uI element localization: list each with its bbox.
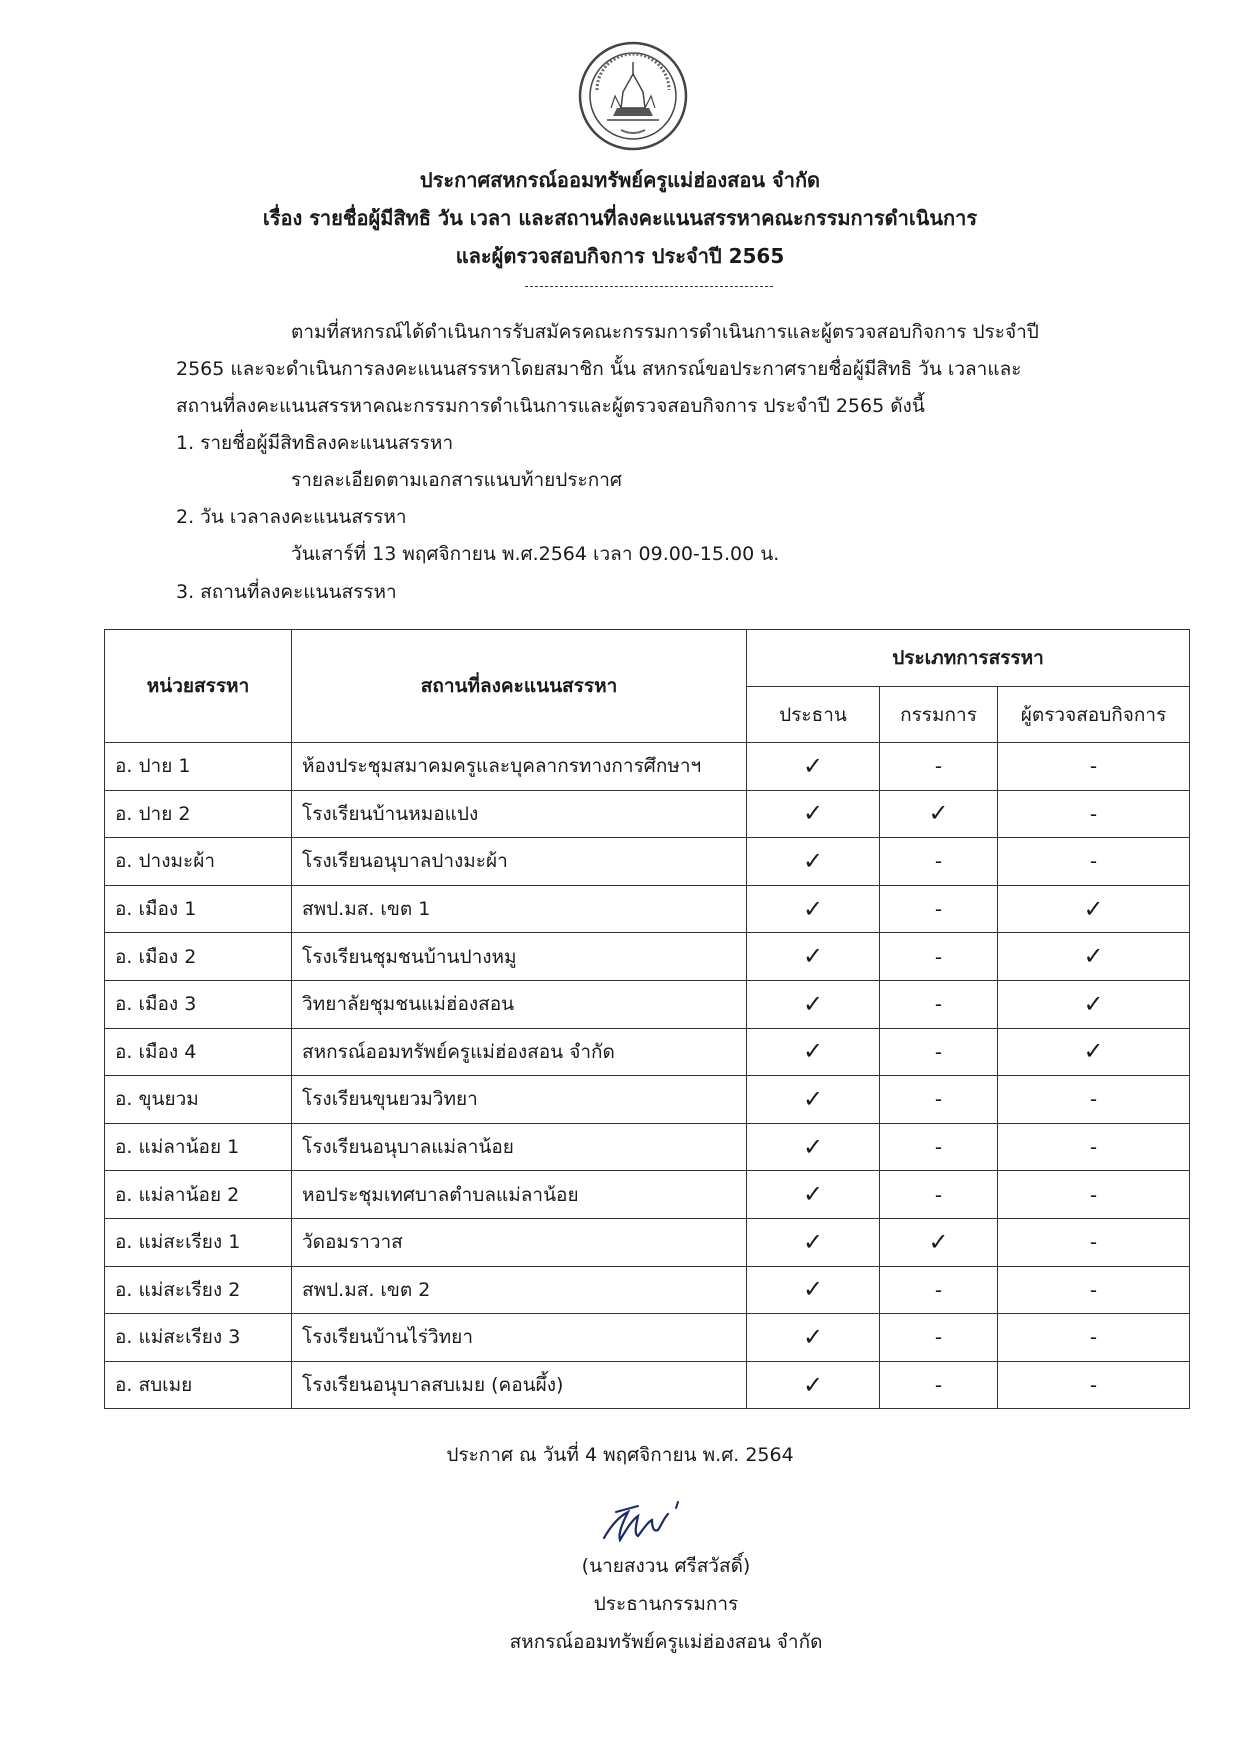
cell-place: โรงเรียนอนุบาลสบเมย (คอนผึ้ง) bbox=[292, 1361, 747, 1409]
cell-auditor bbox=[998, 1266, 1190, 1314]
cell-chair bbox=[747, 1123, 880, 1171]
dash-mark: - bbox=[934, 849, 943, 874]
check-mark-icon: ✓ bbox=[928, 1227, 949, 1256]
cell-place: วิทยาลัยชุมชนแม่ฮ่องสอน bbox=[292, 980, 747, 1028]
cell-unit: อ. แม่ลาน้อย 2 bbox=[105, 1171, 292, 1219]
dash-mark: - bbox=[1089, 1373, 1098, 1398]
header-auditor: ผู้ตรวจสอบกิจการ bbox=[998, 687, 1190, 743]
header-committee: กรรมการ bbox=[880, 687, 998, 743]
cell-place: สพป.มส. เขต 1 bbox=[292, 885, 747, 933]
cell-place: สพป.มส. เขต 2 bbox=[292, 1266, 747, 1314]
cell-chair bbox=[747, 1266, 880, 1314]
table-row bbox=[105, 933, 1190, 981]
check-mark-icon: ✓ bbox=[802, 894, 824, 923]
dash-mark: - bbox=[1089, 1182, 1098, 1207]
dash-mark: - bbox=[1089, 1087, 1098, 1112]
cell-chair bbox=[747, 933, 880, 981]
cell-committee bbox=[880, 838, 998, 886]
table-row bbox=[105, 1028, 1190, 1076]
cell-chair bbox=[747, 1218, 880, 1266]
table-body bbox=[105, 743, 1190, 1409]
cell-unit: อ. สบเมย bbox=[105, 1361, 292, 1409]
table-row bbox=[105, 885, 1190, 933]
cell-place: โรงเรียนชุมชนบ้านปางหมู bbox=[292, 933, 747, 981]
cell-auditor bbox=[998, 1314, 1190, 1362]
cell-unit: อ. เมือง 1 bbox=[105, 885, 292, 933]
cell-chair bbox=[747, 1028, 880, 1076]
cell-chair bbox=[747, 1171, 880, 1219]
cell-auditor bbox=[998, 1076, 1190, 1124]
cell-unit: อ. เมือง 3 bbox=[105, 980, 292, 1028]
cell-committee bbox=[880, 1171, 998, 1219]
intro-paragraph-line-3: สถานที่ลงคะแนนสรรหาคณะกรรมการดำเนินการและผู้ตรวจสอบกิจการ ประจำปี 2565 ดังนี้ bbox=[176, 395, 925, 417]
cell-unit: อ. แม่สะเรียง 2 bbox=[105, 1266, 292, 1314]
cell-auditor bbox=[998, 790, 1190, 838]
check-mark-icon: ✓ bbox=[802, 1084, 824, 1113]
table-row bbox=[105, 1266, 1190, 1314]
cell-unit: อ. เมือง 2 bbox=[105, 933, 292, 981]
cell-committee bbox=[880, 1028, 998, 1076]
signer-name: (นายสงวน ศรีสวัสดิ์) bbox=[581, 1555, 751, 1577]
cell-chair bbox=[747, 1314, 880, 1362]
dash-mark: - bbox=[934, 944, 943, 969]
dash-mark: - bbox=[1089, 1230, 1098, 1255]
table-row bbox=[105, 1314, 1190, 1362]
cell-committee bbox=[880, 1123, 998, 1171]
check-mark-icon: ✓ bbox=[1083, 942, 1104, 971]
cell-committee bbox=[880, 743, 998, 791]
check-mark-icon: ✓ bbox=[802, 1322, 824, 1351]
cell-committee bbox=[880, 885, 998, 933]
announcement-title: ประกาศสหกรณ์ออมทรัพย์ครูแม่ฮ่องสอน จำกัด bbox=[419, 168, 821, 192]
intro-paragraph-line-2: 2565 และจะดำเนินการลงคะแนนสรรหาโดยสมาชิก นั้น สหกรณ์ขอประกาศรายชื่อผู้มีสิทธิ วัน เวลาและ bbox=[176, 358, 1022, 380]
cell-place: โรงเรียนอนุบาลปางมะผ้า bbox=[292, 838, 747, 886]
item-3-title: 3. สถานที่ลงคะแนนสรรหา bbox=[176, 581, 397, 603]
header-unit: หน่วยสรรหา bbox=[105, 630, 292, 743]
table-row bbox=[105, 1076, 1190, 1124]
table-row bbox=[105, 1218, 1190, 1266]
table-row bbox=[105, 1171, 1190, 1219]
table-row bbox=[105, 980, 1190, 1028]
check-mark-icon: ✓ bbox=[802, 1227, 824, 1256]
header-place: สถานที่ลงคะแนนสรรหา bbox=[292, 630, 747, 743]
check-mark-icon: ✓ bbox=[802, 751, 824, 780]
polling-locations-table bbox=[104, 629, 1190, 1409]
cell-committee bbox=[880, 980, 998, 1028]
intro-paragraph-line-1: ตามที่สหกรณ์ได้ดำเนินการรับสมัครคณะกรรมการดำเนินการและผู้ตรวจสอบกิจการ ประจำปี bbox=[291, 321, 1039, 343]
cell-place: โรงเรียนอนุบาลแม่ลาน้อย bbox=[292, 1123, 747, 1171]
dash-mark: - bbox=[934, 1182, 943, 1207]
cell-committee bbox=[880, 1076, 998, 1124]
dash-mark: - bbox=[934, 1325, 943, 1350]
cell-committee bbox=[880, 790, 998, 838]
announcement-subject: เรื่อง รายชื่อผู้มีสิทธิ วัน เวลา และสถานที่ลงคะแนนสรรหาคณะกรรมการดำเนินการ bbox=[262, 206, 978, 230]
cell-unit: อ. ปางมะผ้า bbox=[105, 838, 292, 886]
dash-mark: - bbox=[934, 992, 943, 1017]
check-mark-icon: ✓ bbox=[1083, 989, 1104, 1018]
cell-chair bbox=[747, 1361, 880, 1409]
dash-mark: - bbox=[934, 1277, 943, 1302]
table-row bbox=[105, 1361, 1190, 1409]
dash-mark: - bbox=[1089, 849, 1098, 874]
cell-place: หอประชุมเทศบาลตำบลแม่ลาน้อย bbox=[292, 1171, 747, 1219]
cell-unit: อ. ขุนยวม bbox=[105, 1076, 292, 1124]
title-divider bbox=[525, 286, 773, 287]
cell-place: สหกรณ์ออมทรัพย์ครูแม่ฮ่องสอน จำกัด bbox=[292, 1028, 747, 1076]
dash-mark: - bbox=[934, 1039, 943, 1064]
check-mark-icon: ✓ bbox=[802, 1370, 824, 1399]
table-row bbox=[105, 838, 1190, 886]
cell-place: โรงเรียนบ้านหมอแปง bbox=[292, 790, 747, 838]
cell-auditor bbox=[998, 1361, 1190, 1409]
cell-place: วัดอมราวาส bbox=[292, 1218, 747, 1266]
signer-organization: สหกรณ์ออมทรัพย์ครูแม่ฮ่องสอน จำกัด bbox=[509, 1631, 823, 1653]
check-mark-icon: ✓ bbox=[802, 942, 824, 971]
dash-mark: - bbox=[934, 754, 943, 779]
cell-unit: อ. ปาย 1 bbox=[105, 743, 292, 791]
cell-auditor bbox=[998, 933, 1190, 981]
check-mark-icon: ✓ bbox=[802, 1180, 824, 1209]
check-mark-icon: ✓ bbox=[802, 1275, 824, 1304]
check-mark-icon: ✓ bbox=[802, 1132, 824, 1161]
cell-committee bbox=[880, 1266, 998, 1314]
cell-auditor bbox=[998, 1028, 1190, 1076]
cell-auditor bbox=[998, 838, 1190, 886]
dash-mark: - bbox=[1089, 1135, 1098, 1160]
cell-committee bbox=[880, 1314, 998, 1362]
cell-chair bbox=[747, 743, 880, 791]
cell-auditor bbox=[998, 980, 1190, 1028]
dash-mark: - bbox=[934, 897, 943, 922]
cell-committee bbox=[880, 1218, 998, 1266]
dash-mark: - bbox=[1089, 754, 1098, 779]
cell-auditor bbox=[998, 1171, 1190, 1219]
cell-chair bbox=[747, 980, 880, 1028]
check-mark-icon: ✓ bbox=[1083, 1037, 1104, 1066]
check-mark-icon: ✓ bbox=[802, 799, 824, 828]
signer-position: ประธานกรรมการ bbox=[593, 1593, 739, 1615]
item-2-title: 2. วัน เวลาลงคะแนนสรรหา bbox=[176, 506, 407, 528]
cell-chair bbox=[747, 885, 880, 933]
dash-mark: - bbox=[934, 1135, 943, 1160]
cell-place: โรงเรียนขุนยวมวิทยา bbox=[292, 1076, 747, 1124]
dash-mark: - bbox=[1089, 1325, 1098, 1350]
cell-place: โรงเรียนบ้านไร่วิทยา bbox=[292, 1314, 747, 1362]
item-2-detail: วันเสาร์ที่ 13 พฤศจิกายน พ.ศ.2564 เวลา 09.00-15.00 น. bbox=[291, 543, 780, 565]
cell-unit: อ. แม่ลาน้อย 1 bbox=[105, 1123, 292, 1171]
cell-chair bbox=[747, 1076, 880, 1124]
cell-chair bbox=[747, 838, 880, 886]
cell-committee bbox=[880, 933, 998, 981]
header-chair: ประธาน bbox=[747, 687, 880, 743]
cell-auditor bbox=[998, 1123, 1190, 1171]
cell-unit: อ. เมือง 4 bbox=[105, 1028, 292, 1076]
cell-unit: อ. ปาย 2 bbox=[105, 790, 292, 838]
check-mark-icon: ✓ bbox=[802, 1037, 824, 1066]
dash-mark: - bbox=[934, 1373, 943, 1398]
cooperative-seal-icon bbox=[577, 40, 689, 152]
table-row bbox=[105, 1123, 1190, 1171]
cell-place: ห้องประชุมสมาคมครูและบุคลากรทางการศึกษาฯ bbox=[292, 743, 747, 791]
header-type: ประเภทการสรรหา bbox=[747, 630, 1190, 687]
item-1-detail: รายละเอียดตามเอกสารแนบท้ายประกาศ bbox=[291, 469, 622, 491]
check-mark-icon: ✓ bbox=[928, 799, 949, 828]
check-mark-icon: ✓ bbox=[802, 846, 824, 875]
cell-auditor bbox=[998, 743, 1190, 791]
cell-auditor bbox=[998, 885, 1190, 933]
cell-unit: อ. แม่สะเรียง 3 bbox=[105, 1314, 292, 1362]
cell-committee bbox=[880, 1361, 998, 1409]
cell-auditor bbox=[998, 1218, 1190, 1266]
table-row bbox=[105, 743, 1190, 791]
announcement-subject-cont: และผู้ตรวจสอบกิจการ ประจำปี 2565 bbox=[455, 244, 785, 268]
table-row bbox=[105, 790, 1190, 838]
cell-unit: อ. แม่สะเรียง 1 bbox=[105, 1218, 292, 1266]
item-1-title: 1. รายชื่อผู้มีสิทธิลงคะแนนสรรหา bbox=[176, 432, 454, 454]
cell-chair bbox=[747, 790, 880, 838]
check-mark-icon: ✓ bbox=[802, 989, 824, 1018]
signature-icon bbox=[598, 1494, 694, 1554]
dash-mark: - bbox=[1089, 1277, 1098, 1302]
dash-mark: - bbox=[934, 1087, 943, 1112]
dash-mark: - bbox=[1089, 801, 1098, 826]
check-mark-icon: ✓ bbox=[1083, 894, 1104, 923]
announce-date: ประกาศ ณ วันที่ 4 พฤศจิกายน พ.ศ. 2564 bbox=[446, 1444, 794, 1466]
